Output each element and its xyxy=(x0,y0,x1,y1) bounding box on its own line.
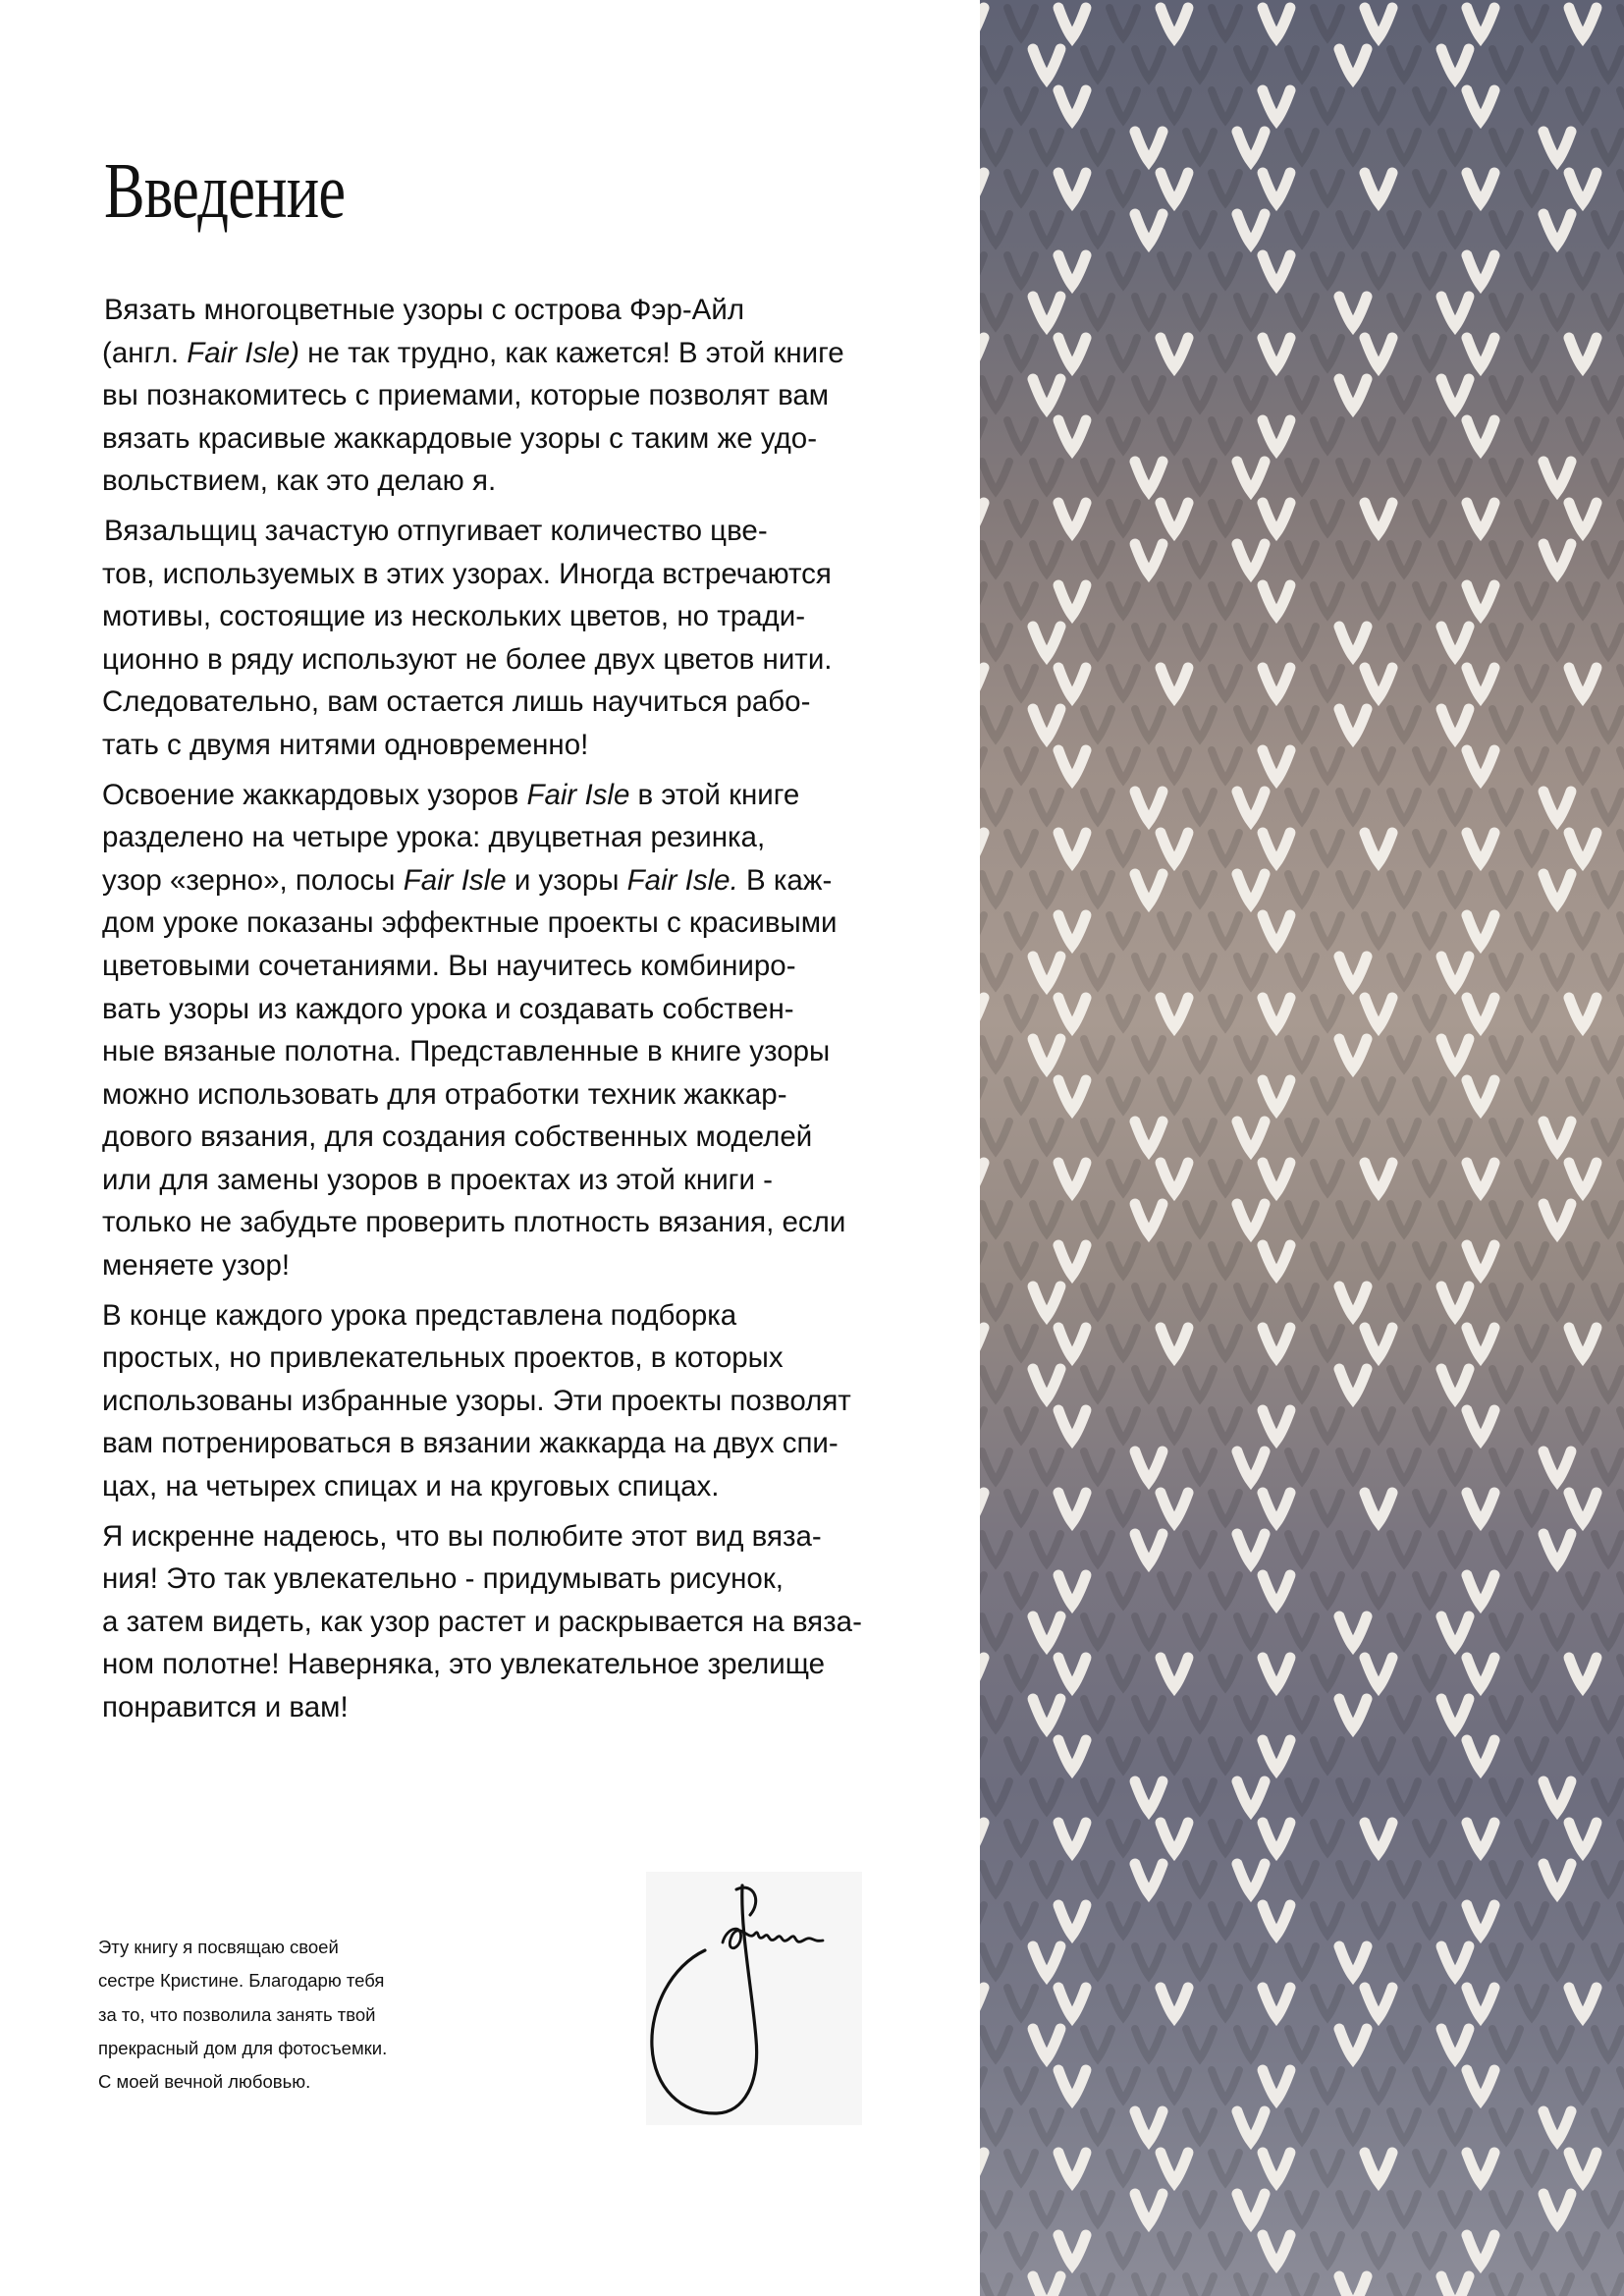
p3-line-4: дом уроке показаны эффектные проекты с красивыми xyxy=(102,906,838,940)
p3-line-1: Освоение жаккардовых узоров Fair Isle в этой книге xyxy=(102,778,800,811)
p3-line-2: разделено на четыре урока: двуцветная резинка, xyxy=(102,821,766,854)
p3-line-7: ные вязаные полотна. Представленные в книге узоры xyxy=(102,1035,831,1068)
p2-line-6: тать с двумя нитями одновременно! xyxy=(102,728,589,761)
p3-line-12: меняете узор! xyxy=(102,1249,291,1283)
page-title: Введение xyxy=(104,148,346,235)
p1-line-2: (англ. Fair Isle) не так трудно, как кажется! В этой книге xyxy=(102,336,844,369)
p3-line-10: или для замены узоров в проектах из этой книги - xyxy=(102,1163,773,1196)
p3-line-6: вать узоры из каждого урока и создавать собствен- xyxy=(102,992,794,1025)
p3-line-11: только не забудьте проверить плотность вязания, если xyxy=(102,1206,846,1239)
dedication-line: Эту книгу я посвящаю своей xyxy=(98,1937,339,1957)
p5-line-3: а затем видеть, как узор растет и раскрывается на вяза- xyxy=(102,1605,862,1638)
p3-line-5: цветовыми сочетаниями. Вы научитесь комбиниро- xyxy=(102,949,796,982)
dedication-line: С моей вечной любовью. xyxy=(98,2071,311,2093)
paragraph-4 xyxy=(102,1294,917,1508)
p2-line-1: Вязальщиц зачастую отпугивает количество цве- xyxy=(104,514,768,547)
dedication-line: сестре Кристине. Благодарю тебя xyxy=(98,1970,385,1992)
p1-line-3: вы познакомитесь с приемами, которые позволят вам xyxy=(102,379,830,412)
signature-drawing xyxy=(646,1872,862,2125)
paragraph-3 xyxy=(102,774,917,1287)
p1-line-1: Вязать многоцветные узоры с острова Фэр-Айл xyxy=(104,294,745,326)
p1-line-5: вольствием, как это делаю я. xyxy=(102,465,497,498)
knitted-fabric-photo xyxy=(980,0,1624,2296)
knit-pattern xyxy=(980,0,1624,2296)
p4-line-2: простых, но привлекательных проектов, в которых xyxy=(102,1341,784,1375)
p4-line-5: цах, на четырех спицах и на круговых спицах. xyxy=(102,1470,720,1503)
p2-line-5: Следовательно, вам остается лишь научиться рабо- xyxy=(102,685,811,719)
p4-line-4: вам потренироваться в вязании жаккарда на двух спи- xyxy=(102,1427,839,1460)
author-signature xyxy=(646,1872,862,2125)
p4-line-1: В конце каждого урока представлена подборка xyxy=(102,1298,737,1332)
p5-line-2: ния! Это так увлекательно - придумывать рисунок, xyxy=(102,1562,784,1596)
p5-line-1: Я искренне надеюсь, что вы полюбите этот вид вяза- xyxy=(102,1519,822,1553)
p2-line-3: мотивы, состоящие из нескольких цветов, но тради- xyxy=(102,600,806,633)
p5-line-4: ном полотне! Наверняка, это увлекательное зрелище xyxy=(102,1648,826,1681)
dedication xyxy=(98,1931,452,2099)
p4-line-3: использованы избранные узоры. Эти проекты позволят xyxy=(102,1384,851,1417)
p2-line-4: ционно в ряду используют не более двух цветов нити. xyxy=(102,642,833,676)
p5-line-5: понравится и вам! xyxy=(102,1691,349,1723)
intro-text xyxy=(102,289,917,1736)
paragraph-1 xyxy=(102,289,917,503)
paragraph-2 xyxy=(102,510,917,767)
p1-line-4: вязать красивые жаккардовые узоры с таким же удо- xyxy=(102,421,818,455)
dedication-line: за то, что позволила занять твой xyxy=(98,2003,376,2025)
paragraph-5 xyxy=(102,1515,917,1729)
p3-line-3: узор «зерно», полосы Fair Isle и узоры Fair Isle. В каж- xyxy=(102,863,833,897)
p2-line-2: тов, используемых в этих узорах. Иногда встречаются xyxy=(102,557,832,590)
p3-line-8: можно использовать для отработки техник жаккар- xyxy=(102,1077,787,1111)
p3-line-9: дового вязания, для создания собственных моделей xyxy=(102,1121,813,1154)
dedication-line: прекрасный дом для фотосъемки. xyxy=(98,2037,388,2058)
